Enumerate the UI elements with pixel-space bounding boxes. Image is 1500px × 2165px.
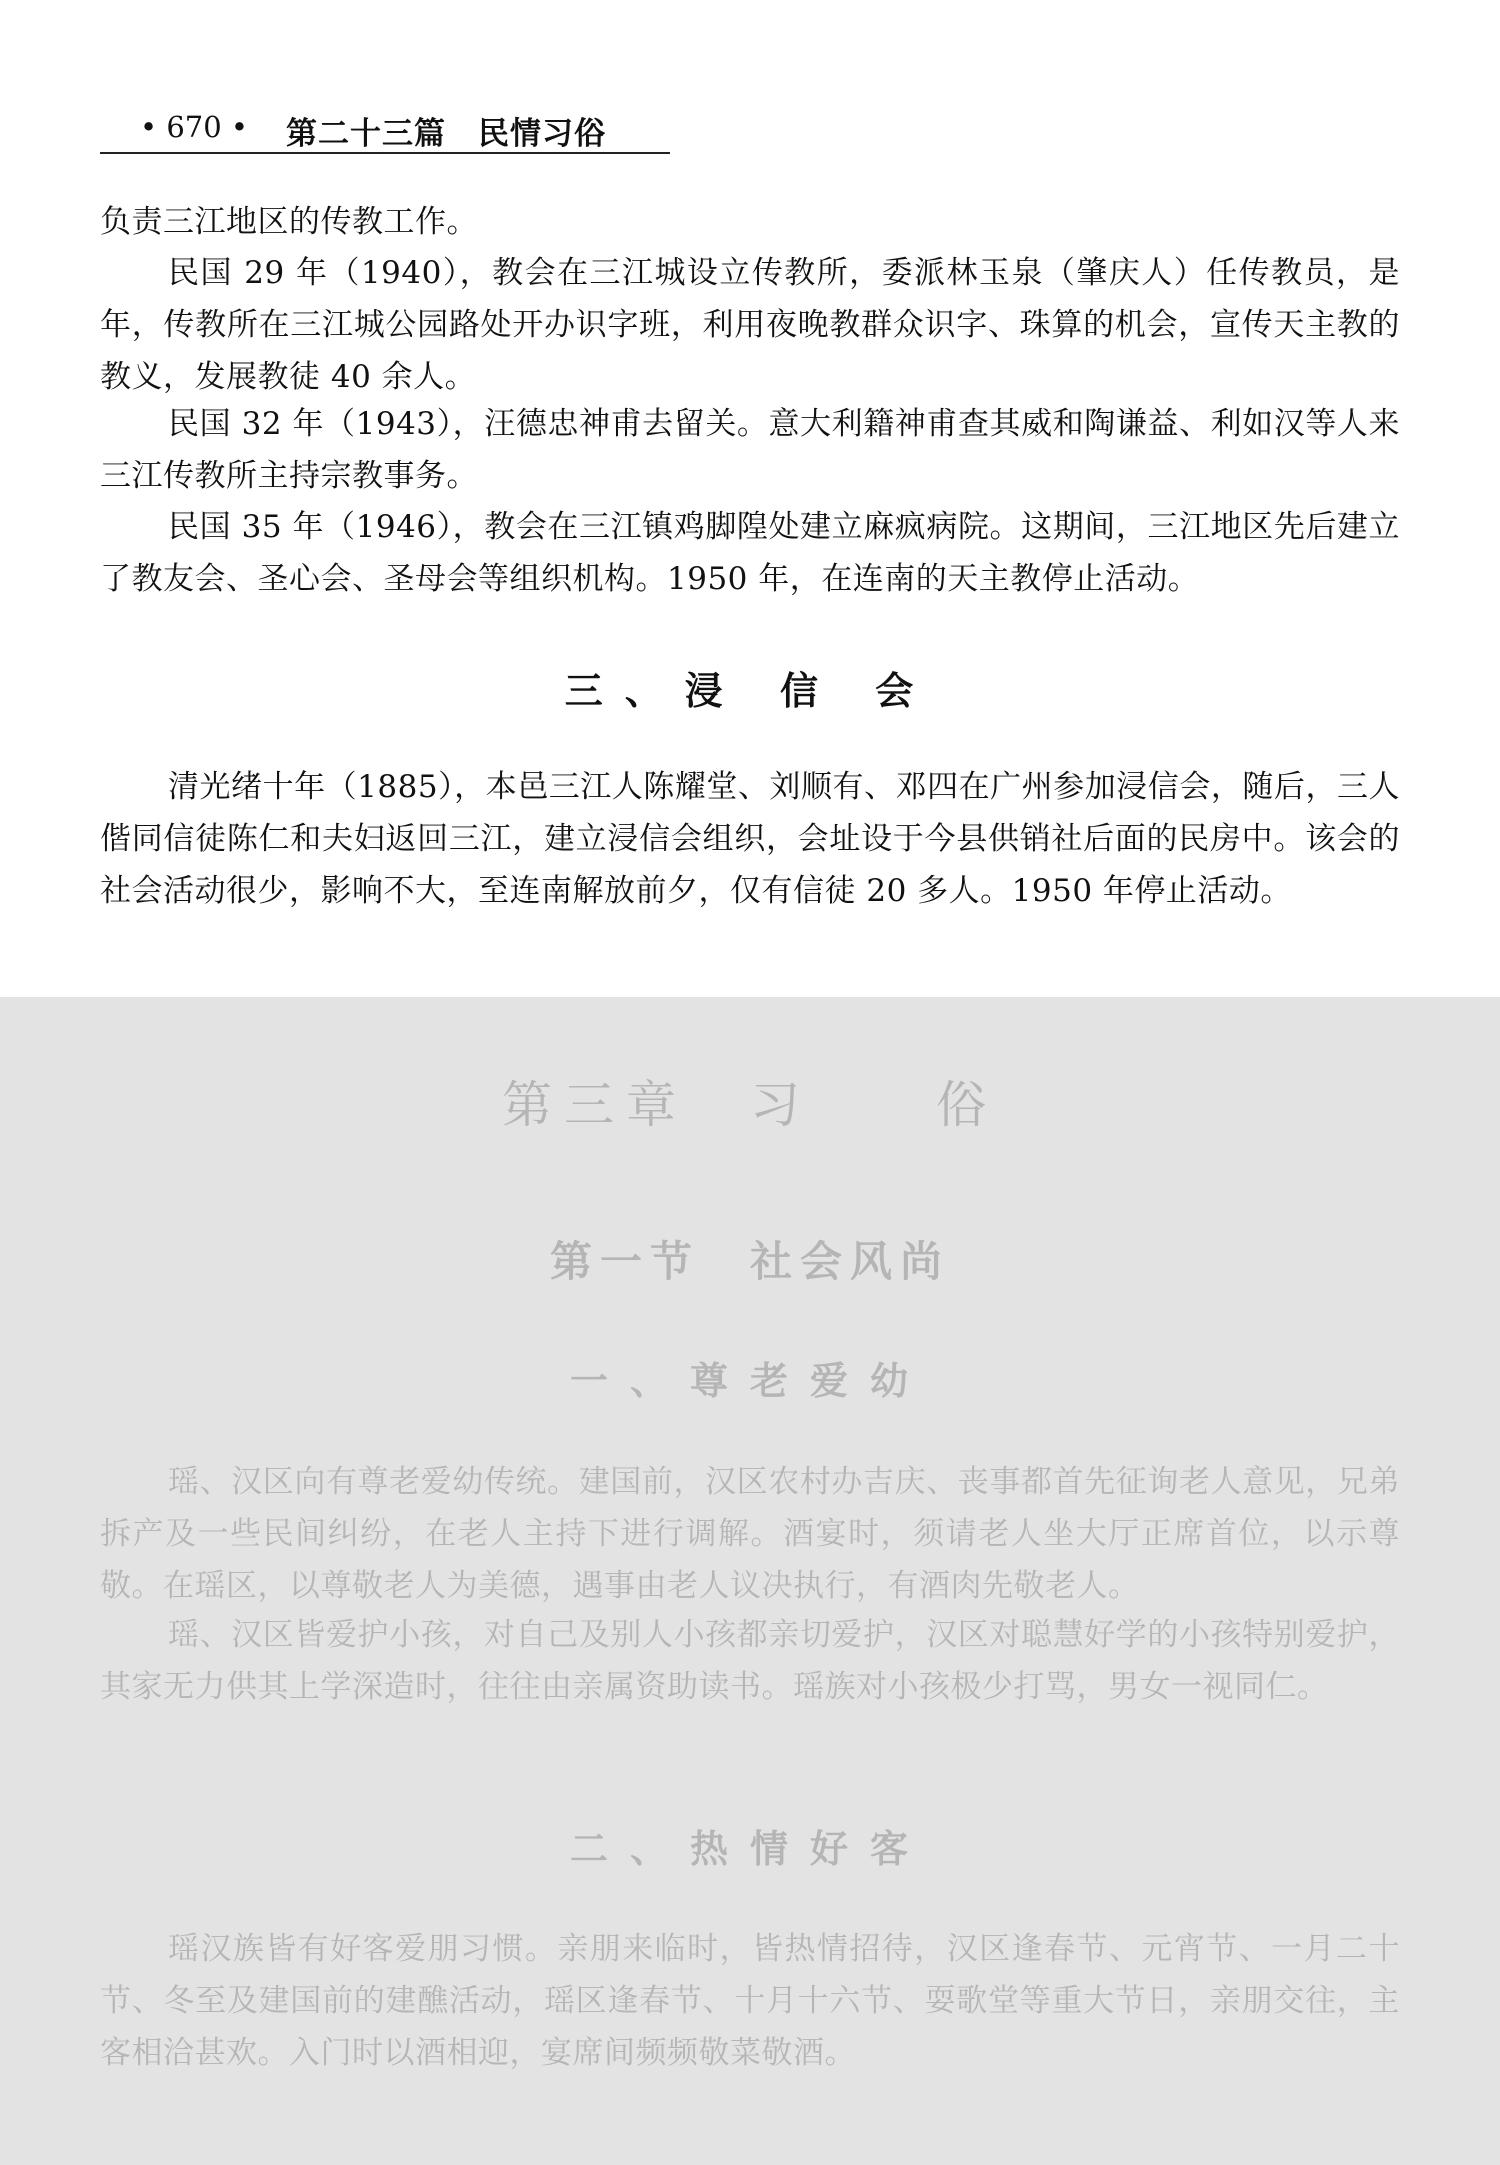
section-heading: 第一节 社会风尚 [549,1237,950,1286]
faded-next-page-region [0,997,1500,2165]
section-heading-jinxinhui: 三、浸 信 会 [564,668,936,713]
subsection-heading-reqing: 二、热情好客 [569,1826,930,1871]
paragraph-jinxinhui: 清光绪十年（1885），本邑三江人陈耀堂、刘顺有、邓四在广州参加浸信会，随后，三人偕同信徒陈仁和夫妇返回三江，建立浸信会组织，会址设于今县供销社后面的民房中。该会的社会活动很少，影响不大，至连南解放前夕，仅有信徒 20 多人。1950 年停止活动。 [100,769,1400,909]
header-title: 第二十三篇 民情习俗 [286,116,606,152]
page-header [100,104,670,154]
paragraph-1946: 民国 35 年（1946），教会在三江镇鸡脚隍处建立麻疯病院。这期间，三江地区先后建立了教友会、圣心会、圣母会等组织机构。1950 年，在连南的天主教停止活动。 [100,509,1400,597]
paragraph-1943: 民国 32 年（1943），汪德忠神甫去留关。意大利籍神甫查其威和陶谦益、利如汉等人来三江传教所主持宗教事务。 [100,406,1400,494]
paragraph-continuation: 负责三江地区的传教工作。 [100,204,478,240]
paragraph-zunlao-2: 瑶、汉区皆爱护小孩，对自己及别人小孩都亲切爱护，汉区对聪慧好学的小孩特别爱护，其家无力供其上学深造时，往往由亲属资助读书。瑶族对小孩极少打骂，男女一视同仁。 [100,1617,1400,1705]
paragraph-reqing: 瑶汉族皆有好客爱朋习惯。亲朋来临时，皆热情招待，汉区逢春节、元宵节、一月二十节、冬至及建国前的建醮活动，瑶区逢春节、十月十六节、耍歌堂等重大节日，亲朋交往，主客相洽甚欢。入门时以酒相迎，宴席间频频敬菜敬酒。 [100,1931,1400,2071]
page-number: • 670 • [140,110,248,144]
chapter-heading: 第三章 习 俗 [502,1076,998,1134]
paragraph-zunlao-1: 瑶、汉区向有尊老爱幼传统。建国前，汉区农村办吉庆、丧事都首先征询老人意见，兄弟拆产及一些民间纠纷，在老人主持下进行调解。酒宴时，须请老人坐大厅正席首位，以示尊敬。在瑶区，以尊敬老人为美德，遇事由老人议决执行，有酒肉先敬老人。 [100,1464,1400,1604]
paragraph-1940: 民国 29 年（1940），教会在三江城设立传教所，委派林玉泉（肇庆人）任传教员，是年，传教所在三江城公园路处开办识字班，利用夜晚教群众识字、珠算的机会，宣传天主教的教义，发展教徒 40 余人。 [100,255,1400,395]
subsection-heading-zunlao: 一、尊老爱幼 [569,1358,930,1403]
